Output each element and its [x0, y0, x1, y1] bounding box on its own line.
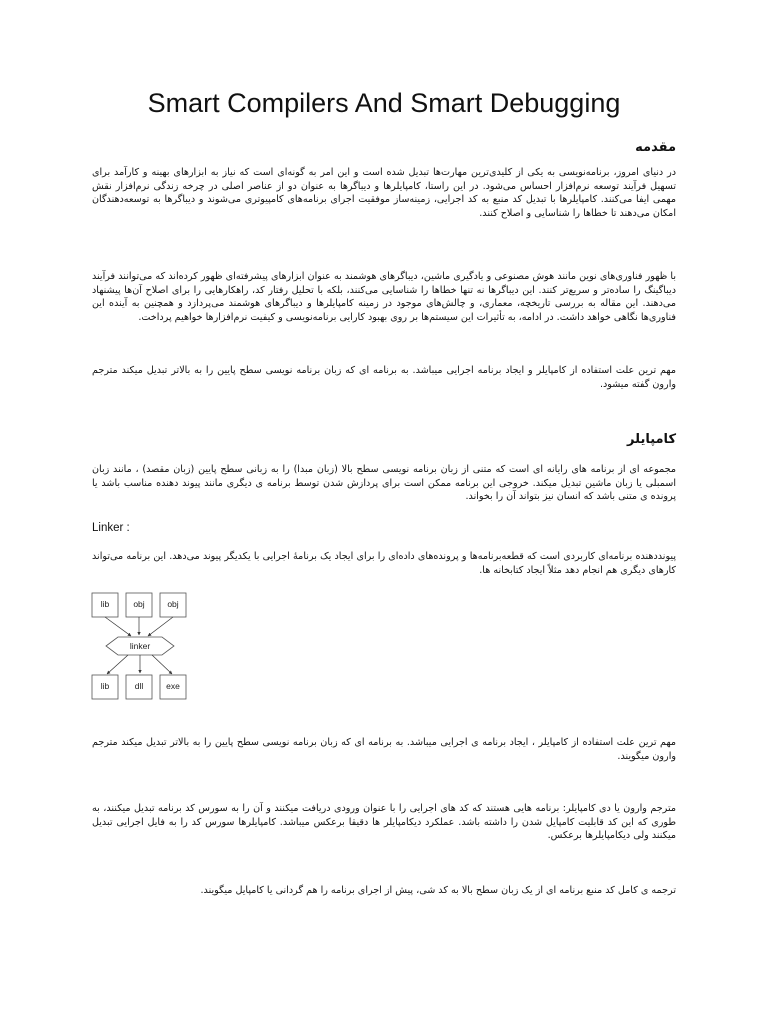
- linker-label: Linker :: [92, 522, 130, 534]
- diagram-label-bottom-3: exe: [166, 681, 180, 691]
- intro-paragraph-2: با ظهور فناوری‌های نوین مانند هوش مصنوعی و یادگیری ماشین، دیباگرهای هوشمند به عنوان ابزارهای پیشرفته‌ای ظهور کرده‌اند که می‌توانند فرآیند دیباگینگ را ساده‌تر و سریع‌تر کنند. این دیباگرها نه تنها خطاها را شناسایی می‌کنند، بلکه با تحلیل رفتار کد، راهکارهایی را برای اصلاح آن‌ها پیشنهاد می‌دهند. این مقاله به بررسی تاریخچه، معماری، و چالش‌های موجود در زمینه کامپایلرها و دیباگرهای هوشمند می‌پردازد و همچنین به آینده این فناوری‌ها نگاهی خواهد داشت. در ادامه، به تأثیرات این سیستم‌ها بر روی بهبود کارایی برنامه‌نویسی و کیفیت نرم‌افزارها خواهیم پرداخت.: [92, 271, 676, 323]
- after-diagram-paragraph: مهم ترین علت استفاده از کامپایلر ، ایجاد برنامه ی اجرایی میباشد. به برنامه ای که زبان برنامه نویسی سطح پایین را به بالاتر تبدیل میکند مترجم وارون میگویند.: [92, 737, 676, 762]
- diagram-label-top-2: obj: [133, 599, 145, 609]
- diagram-label-top-1: lib: [100, 599, 110, 609]
- intro-heading: مقدمه: [635, 140, 676, 155]
- final-paragraph: ترجمه ی کامل کد منبع برنامه ای از یک زبان سطح بالا به کد شی، پیش از اجرای برنامه را هم گردانی یا کامپایل میگویند.: [200, 885, 676, 896]
- intro-paragraph-3: مهم ترین علت استفاده از کامپایلر و ایجاد برنامه اجرایی میباشد. به برنامه ای که زبان برنامه نویسی سطح پایین را به بالاتر تبدیل میکند مترجم وارون گفته میشود.: [92, 365, 676, 390]
- compiler-heading: کامپایلر: [627, 432, 676, 447]
- diagram-label-top-3: obj: [167, 599, 179, 609]
- linker-diagram: [88, 590, 192, 702]
- decompiler-paragraph: مترجم وارون یا دی کامپایلر: برنامه هایی هستند که کد های اجرایی را با عنوان ورودی دریافت میکنند و آن را به سورس کد برنامه تبدیل میکنند، به طوری که این کد قابلیت کامپایل شدن را داشته باشد. عملکرد دیکامپایلر ها دقیقا برعکس میباشد. کامپایلرها سورس کد را به فایل اجرایی تبدیل میکنند ولی دیکامپایلرها برعکس.: [92, 803, 676, 842]
- diagram-label-bottom-1: lib: [100, 681, 110, 691]
- diagram-label-bottom-2: dll: [134, 681, 144, 691]
- diagram-label-center: linker: [129, 641, 151, 651]
- linker-paragraph: پیونددهنده برنامه‌ای کاربردی است که قطعه‌برنامه‌ها و پرونده‌های داده‌ای را برای ایجاد یک برنامهٔ اجرایی با یکدیگر پیوند می‌دهد. این برنامه می‌تواند کارهای دیگری هم انجام دهد مثلاً ایجاد کتابخانه ها.: [92, 551, 676, 576]
- compiler-paragraph: مجموعه ای از برنامه های رایانه ای است که متنی از زبان برنامه نویسی سطح بالا (زبان مبدا) را به زبانی سطح پایین (زبان مقصد) ، مانند زبان اسمبلی یا زبان ماشین تبدیل میکند. خروجی این برنامه ممکن است برای پردازش شدن توسط برنامه ی دیگری مانند پیوند دهنده مناسب باشد یا پرونده ی متنی باشد که انسان نیز بتواند آن را بخواند.: [92, 464, 676, 503]
- document-title: Smart Compilers And Smart Debugging: [147, 88, 621, 118]
- intro-paragraph-1: در دنیای امروز، برنامه‌نویسی به یکی از کلیدی‌ترین مهارت‌ها تبدیل شده است و این امر به گونه‌ای است که نیاز به ابزارهای بهینه و کارآمد برای تسهیل فرآیند توسعه نرم‌افزار احساس می‌شود. در این راستا، کامپایلرها و دیباگرها به عنوان دو از عناصر اصلی در چرخه زندگی نرم‌افزار نقش مهمی ایفا می‌کنند. کامپایلرها با تبدیل کد منبع به کد اجرایی، زمینه‌ساز موفقیت اجرای برنامه‌های کامپیوتری می‌شوند و دیباگرها به توسعه‌دهندگان امکان می‌دهند تا خطاها را شناسایی و اصلاح کنند.: [92, 167, 676, 219]
